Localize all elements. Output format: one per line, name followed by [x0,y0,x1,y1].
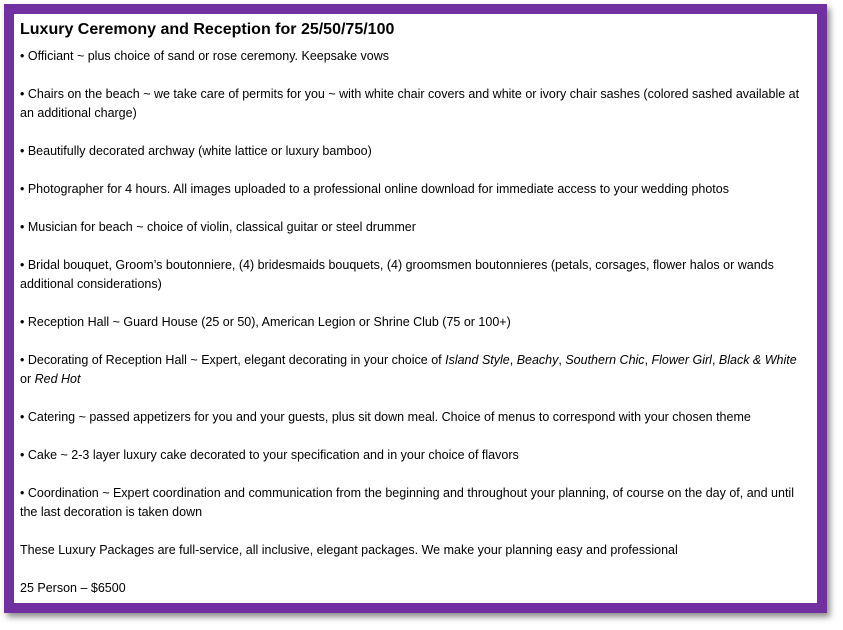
price-line: 25 Person – $6500 [20,581,126,595]
style-southern-chic: Southern Chic [565,353,645,367]
separator: , [509,353,517,367]
package-summary: These Luxury Packages are full-service, all inclusive, elegant packages. We make your planning easy and professional [20,543,678,557]
list-item-photographer: • Photographer for 4 hours. All images uploaded to a professional online download for immediate access to your wedding photos [20,182,729,196]
list-item-flowers: • Bridal bouquet, Groom’s boutonniere, (4) bridesmaids bouquets, (4) groomsmen boutonnieres (petals, corsages, flower halos or wands additional considerations) [20,258,774,291]
separator: , [711,353,719,367]
style-black-white: Black & White [718,353,797,367]
package-content [20,18,811,598]
list-item-musician: • Musician for beach ~ choice of violin, classical guitar or steel drummer [20,220,416,234]
decorating-prefix: • Decorating of Reception Hall ~ Expert, elegant decorating in your choice of [20,353,446,367]
style-beachy: Beachy [516,353,559,367]
style-flower-girl: Flower Girl [651,353,712,367]
list-item-chairs: • Chairs on the beach ~ we take care of permits for you ~ with white chair covers and white or ivory chair sashes (colored sashed available at an additional charge) [20,87,800,120]
list-item-reception-hall: • Reception Hall ~ Guard House (25 or 50), American Legion or Shrine Club (75 or 100+) [20,315,511,329]
style-red-hot: Red Hot [34,372,81,386]
package-title: Luxury Ceremony and Reception for 25/50/75/100 [20,21,395,38]
separator: , [558,353,566,367]
list-item-catering: • Catering ~ passed appetizers for you and your guests, plus sit down meal. Choice of menus to correspond with your chosen theme [20,410,751,424]
style-island: Island Style [445,353,510,367]
separator: , [644,353,652,367]
list-item-archway: • Beautifully decorated archway (white lattice or luxury bamboo) [20,144,372,158]
separator: or [20,372,35,386]
list-item-cake: • Cake ~ 2-3 layer luxury cake decorated to your specification and in your choice of flavors [20,448,519,462]
list-item-officiant: • Officiant ~ plus choice of sand or rose ceremony. Keepsake vows [20,49,390,63]
package-frame [4,4,827,613]
list-item-coordination: • Coordination ~ Expert coordination and communication from the beginning and throughout your planning, of course on the day of, and until the last decoration is taken down [20,486,794,519]
list-item-decorating [20,351,811,389]
